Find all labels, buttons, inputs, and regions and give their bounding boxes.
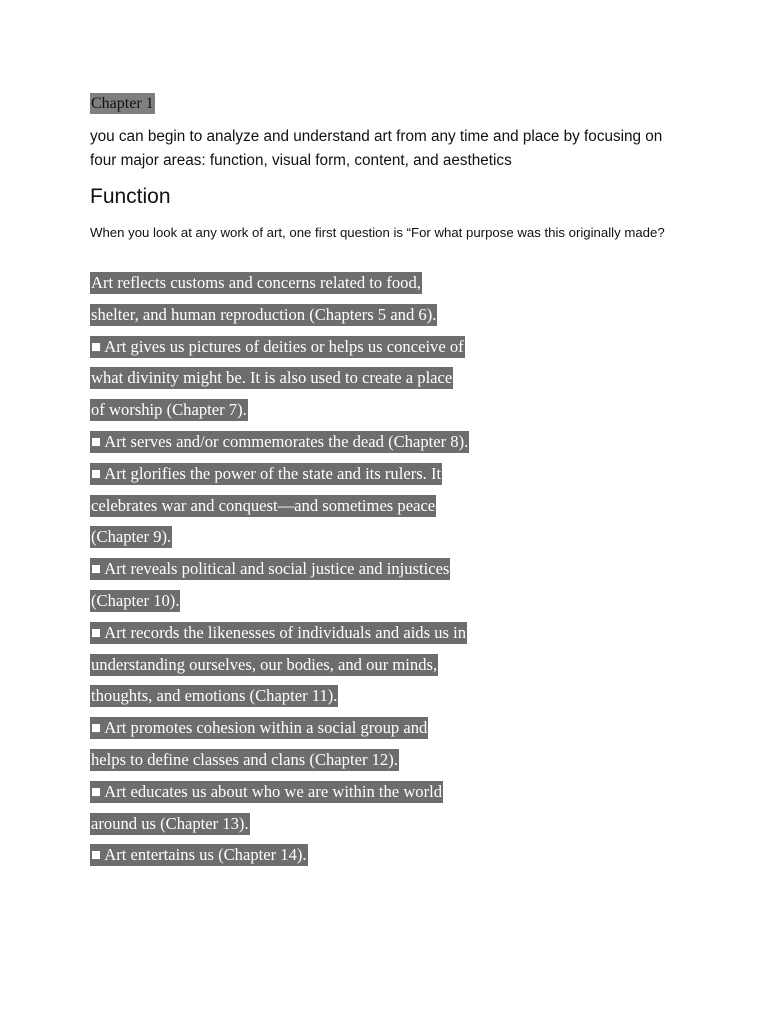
highlighted-line-text: ■ Art promotes cohesion within a social group and [91, 718, 428, 738]
highlighted-line [90, 813, 550, 845]
highlighted-line [90, 654, 550, 686]
highlighted-line-text: ■ Art entertains us (Chapter 14). [91, 845, 307, 865]
highlighted-line [90, 495, 550, 527]
highlighted-line [90, 749, 550, 781]
highlighted-line-text: Art reflects customs and concerns related to food, [91, 273, 421, 292]
highlighted-line-text: helps to define classes and clans (Chapter 12). [91, 749, 398, 769]
highlighted-line-text: of worship (Chapter 7). [91, 400, 247, 420]
highlighted-line-text: ■ Art gives us pictures of deities or helps us conceive of [91, 336, 464, 356]
intro-paragraph: you can begin to analyze and understand art from any time and place by focusing on four major areas: function, visual form, content, and aesthetics [90, 128, 663, 169]
highlighted-line-text: ■ Art serves and/or commemorates the dead (Chapter 8). [91, 431, 469, 451]
highlighted-line-text: shelter, and human reproduction (Chapters 5 and 6). [91, 304, 437, 324]
highlighted-line-text: thoughts, and emotions (Chapter 11). [91, 686, 338, 706]
highlighted-line [90, 685, 550, 717]
highlighted-line-text: (Chapter 9). [91, 527, 172, 547]
highlighted-line-text: ■ Art records the likenesses of individuals and aids us in [91, 622, 467, 642]
highlighted-line [90, 272, 550, 304]
highlighted-line [90, 336, 550, 368]
highlighted-line [90, 558, 550, 590]
highlighted-line-text: ■ Art reveals political and social justice and injustices [91, 559, 450, 579]
highlighted-line-text: (Chapter 10). [91, 590, 180, 610]
highlighted-line-text: around us (Chapter 13). [91, 813, 249, 833]
highlighted-line [90, 781, 550, 813]
highlighted-line [90, 367, 550, 399]
highlighted-line [90, 844, 550, 876]
highlighted-line [90, 304, 550, 336]
highlighted-line-text: ■ Art glorifies the power of the state and its rulers. It [91, 463, 442, 483]
highlighted-line-text: understanding ourselves, our bodies, and our minds, [91, 654, 438, 674]
highlighted-line [90, 399, 550, 431]
highlighted-list [90, 272, 550, 876]
highlighted-line [90, 717, 550, 749]
highlighted-line-text: celebrates war and conquest—and sometimes peace [91, 495, 436, 515]
highlighted-line [90, 526, 550, 558]
highlighted-line [90, 590, 550, 622]
section-heading: Function [90, 185, 171, 208]
highlighted-line [90, 431, 550, 463]
highlighted-line [90, 622, 550, 654]
highlighted-line [90, 463, 550, 495]
question-paragraph: When you look at any work of art, one first question is “For what purpose was this originally made? [90, 225, 665, 240]
highlighted-line-text: ■ Art educates us about who we are within the world [91, 781, 443, 801]
chapter-label: Chapter 1 [91, 95, 154, 112]
highlighted-line-text: what divinity might be. It is also used to create a place [91, 368, 453, 388]
